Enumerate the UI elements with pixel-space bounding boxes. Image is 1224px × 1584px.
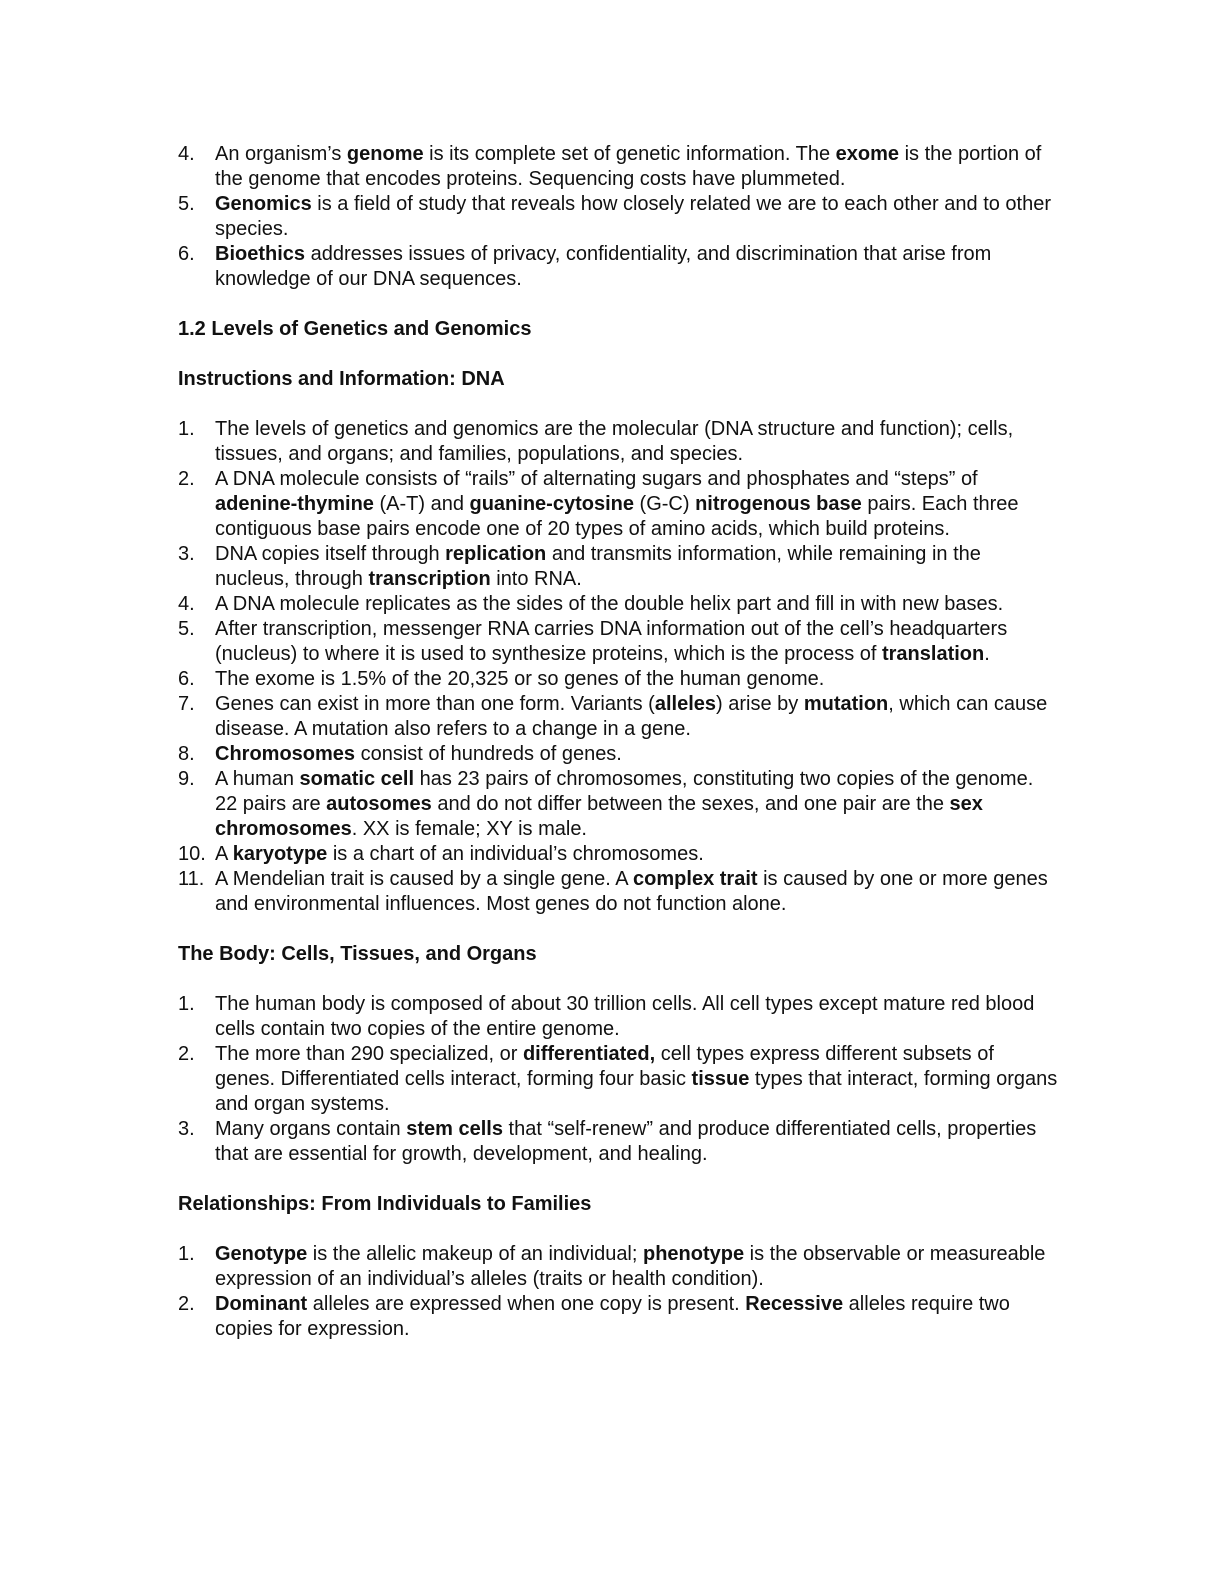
spacer xyxy=(178,1217,1058,1242)
bold-term: phenotype xyxy=(643,1243,745,1265)
text-run: is a field of study that reveals how closely related we are to each other and to other species. xyxy=(215,193,1052,240)
text-run: , which can cause disease. A mutation also refers to a change in a gene. xyxy=(215,693,1048,740)
text-run: alleles require two copies for expression. xyxy=(215,1293,1010,1340)
text-run: (G-C) xyxy=(633,493,696,515)
spacer xyxy=(178,1167,1058,1192)
list-item xyxy=(178,667,1058,692)
list-number: 4. xyxy=(178,143,195,165)
text-run: A Mendelian trait is caused by a single gene. A xyxy=(215,868,634,890)
text-run: that “self-renew” and produce differentiated cells, properties that are essential for growth, development, and healing. xyxy=(215,1118,1037,1165)
list-item xyxy=(178,992,1058,1042)
bold-term: Genotype xyxy=(215,1243,308,1265)
text-run: Many organs contain xyxy=(215,1118,407,1140)
text-run: . xyxy=(984,643,990,665)
list-number: 5. xyxy=(178,618,195,640)
list-number: 3. xyxy=(178,1118,195,1140)
list-item xyxy=(178,1117,1058,1167)
text-run: cell types express different subsets of genes. Differentiated cells interact, forming four basic xyxy=(215,1043,994,1090)
text-run: pairs. Each three contiguous base pairs encode one of 20 types of amino acids, which build proteins. xyxy=(215,493,1019,540)
list-item xyxy=(178,192,1058,242)
text-run: . XX is female; XY is male. xyxy=(351,818,587,840)
bold-term: Dominant xyxy=(215,1293,308,1315)
bold-term: Bioethics xyxy=(215,243,306,265)
text-run: addresses issues of privacy, confidentiality, and discrimination that arise from knowledge of our DNA sequences. xyxy=(215,243,992,290)
body-list xyxy=(178,992,1058,1167)
bold-term: guanine-cytosine xyxy=(469,493,634,515)
text-run: Genes can exist in more than one form. Variants ( xyxy=(215,693,655,715)
list-item xyxy=(178,867,1058,917)
list-item xyxy=(178,142,1058,192)
text-run: A xyxy=(215,843,233,865)
dna-heading: Instructions and Information: DNA xyxy=(178,368,505,390)
list-item xyxy=(178,1242,1058,1292)
bold-term: Genomics xyxy=(215,193,312,215)
body-heading: The Body: Cells, Tissues, and Organs xyxy=(178,943,537,965)
list-number: 6. xyxy=(178,668,195,690)
text-run: A DNA molecule replicates as the sides of the double helix part and fill in with new bases. xyxy=(215,593,1004,615)
text-run: is caused by one or more genes and environmental influences. Most genes do not function alone. xyxy=(215,868,1048,915)
bold-term: stem cells xyxy=(406,1118,503,1140)
relationships-list xyxy=(178,1242,1058,1342)
list-number: 3. xyxy=(178,543,195,565)
bold-term: transcription xyxy=(368,568,491,590)
list-number: 5. xyxy=(178,193,195,215)
list-number: 2. xyxy=(178,468,195,490)
list-number: 1. xyxy=(178,1243,195,1265)
text-run: is the portion of the genome that encodes proteins. Sequencing costs have plummeted. xyxy=(215,143,1042,190)
text-run: A human xyxy=(215,768,300,790)
bold-term: differentiated, xyxy=(522,1043,656,1065)
bold-term: Chromosomes xyxy=(215,743,356,765)
list-item xyxy=(178,417,1058,467)
spacer xyxy=(178,292,1058,317)
bold-term: somatic cell xyxy=(299,768,415,790)
bold-term: translation xyxy=(881,643,985,665)
list-number: 2. xyxy=(178,1293,195,1315)
list-number: 8. xyxy=(178,743,195,765)
bold-term: karyotype xyxy=(232,843,328,865)
bold-term: mutation xyxy=(803,693,889,715)
spacer xyxy=(178,917,1058,942)
list-number: 4. xyxy=(178,593,195,615)
list-item xyxy=(178,742,1058,767)
text-run: The human body is composed of about 30 trillion cells. All cell types except mature red blood cells contain two copies of the entire genome. xyxy=(215,993,1035,1040)
list-number: 11. xyxy=(178,868,205,890)
text-run: An organism’s xyxy=(215,143,347,165)
bold-term: genome xyxy=(346,143,424,165)
spacer xyxy=(178,967,1058,992)
list-item xyxy=(178,1292,1058,1342)
text-run: After transcription, messenger RNA carries DNA information out of the cell’s headquarters (nucleus) to where it is used to synthesize proteins, which is the process of xyxy=(215,618,1008,665)
bold-term: sex chromosomes xyxy=(215,793,983,840)
bold-term: complex trait xyxy=(633,868,758,890)
spacer xyxy=(178,342,1058,367)
list-item xyxy=(178,842,1058,867)
text-run: The exome is 1.5% of the 20,325 or so genes of the human genome. xyxy=(215,668,825,690)
bold-term: replication xyxy=(445,543,547,565)
text-run: has 23 pairs of chromosomes, constituting two copies of the genome. 22 pairs are xyxy=(215,768,1034,815)
text-run: is a chart of an individual’s chromosomes. xyxy=(327,843,704,865)
dna-list xyxy=(178,417,1058,917)
list-number: 1. xyxy=(178,993,195,1015)
bold-term: adenine-thymine xyxy=(215,493,374,515)
bold-term: autosomes xyxy=(326,793,432,815)
list-number: 1. xyxy=(178,418,195,440)
text-run: DNA copies itself through xyxy=(215,543,446,565)
list-number: 7. xyxy=(178,693,195,715)
list-number: 9. xyxy=(178,768,195,790)
list-item xyxy=(178,1042,1058,1117)
text-run: The levels of genetics and genomics are the molecular (DNA structure and function); cells, tissues, and organs; and families, populations, and species. xyxy=(215,418,1014,465)
list-item xyxy=(178,542,1058,592)
bold-term: Recessive xyxy=(745,1293,844,1315)
list-number: 10. xyxy=(178,843,206,865)
bold-term: nitrogenous base xyxy=(695,493,862,515)
text-run: into RNA. xyxy=(490,568,582,590)
text-run: consist of hundreds of genes. xyxy=(355,743,622,765)
list-item xyxy=(178,617,1058,667)
bold-term: tissue xyxy=(691,1068,750,1090)
list-item xyxy=(178,767,1058,842)
list-number: 6. xyxy=(178,243,195,265)
spacer xyxy=(178,392,1058,417)
bold-term: alleles xyxy=(654,693,717,715)
text-run: ) arise by xyxy=(716,693,804,715)
text-run: The more than 290 specialized, or xyxy=(215,1043,523,1065)
text-run: is the allelic makeup of an individual; xyxy=(307,1243,643,1265)
text-run: (A-T) and xyxy=(373,493,470,515)
relationships-heading: Relationships: From Individuals to Families xyxy=(178,1193,592,1215)
text-run: is its complete set of genetic information. The xyxy=(423,143,836,165)
text-run: types that interact, forming organs and organ systems. xyxy=(215,1068,1058,1115)
intro-list xyxy=(178,142,1058,292)
text-run: alleles are expressed when one copy is present. xyxy=(307,1293,746,1315)
text-run: and do not differ between the sexes, and one pair are the xyxy=(431,793,950,815)
list-item xyxy=(178,592,1058,617)
list-item xyxy=(178,692,1058,742)
text-run: A DNA molecule consists of “rails” of alternating sugars and phosphates and “steps” of xyxy=(215,468,978,490)
document-page xyxy=(178,142,1058,1342)
list-item xyxy=(178,467,1058,542)
text-run: and transmits information, while remaining in the nucleus, through xyxy=(215,543,981,590)
bold-term: exome xyxy=(835,143,900,165)
text-run: is the observable or measureable expression of an individual’s alleles (traits or health condition). xyxy=(215,1243,1046,1290)
list-item xyxy=(178,242,1058,292)
list-number: 2. xyxy=(178,1043,195,1065)
section-title: 1.2 Levels of Genetics and Genomics xyxy=(178,318,532,340)
